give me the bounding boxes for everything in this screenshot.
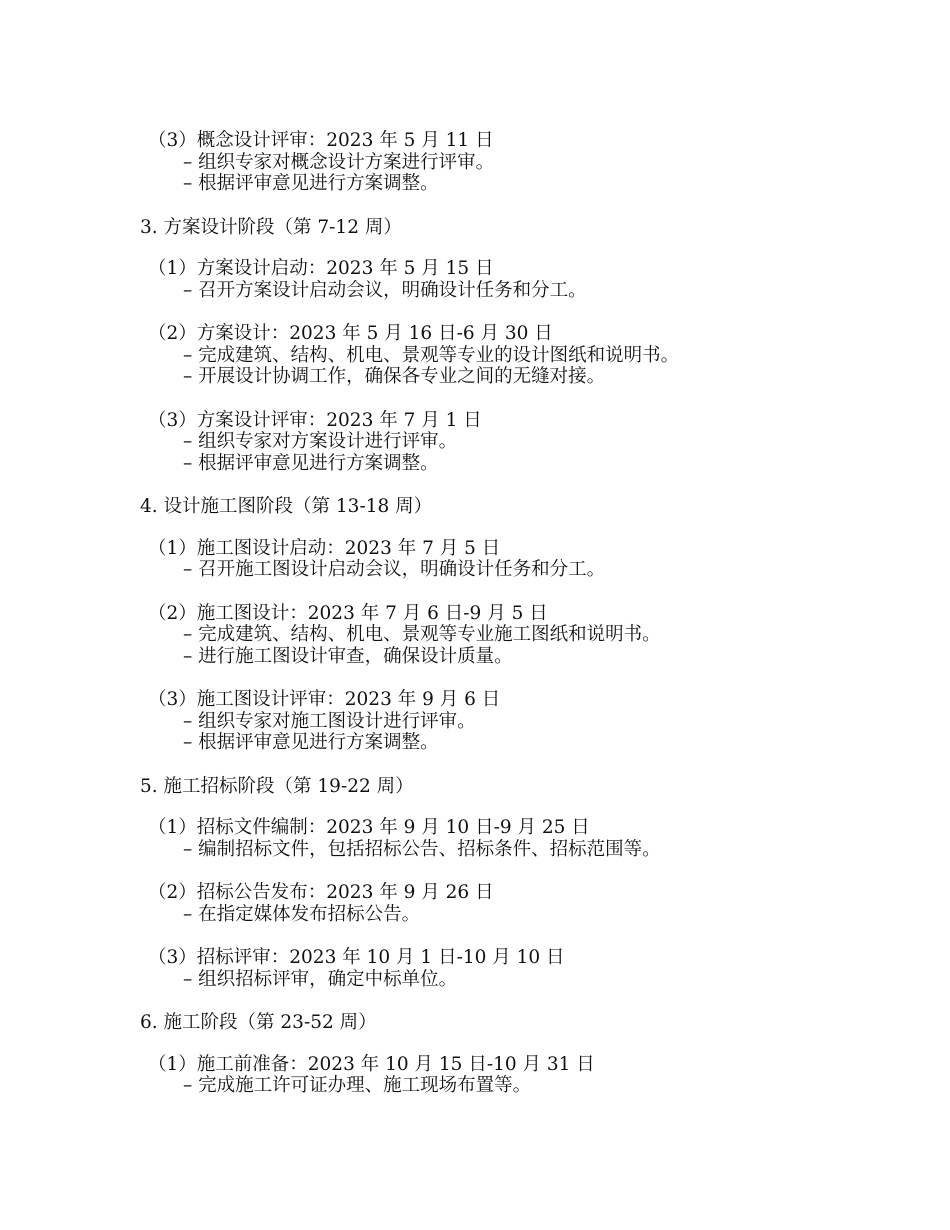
paragraph-gap <box>140 581 920 603</box>
document-body <box>140 130 920 1097</box>
schedule-item-bullet: – 根据评审意见进行方案调整。 <box>183 452 439 474</box>
schedule-item <box>140 603 920 668</box>
section-heading: 4. 设计施工图阶段（第 13-18 周） <box>140 496 433 517</box>
schedule-item <box>140 130 920 195</box>
paragraph-gap <box>140 667 920 689</box>
schedule-item-title: （1）方案设计启动：2023 年 5 月 15 日 <box>148 258 494 279</box>
schedule-item-title: （1）施工前准备：2023 年 10 月 15 日-10 月 31 日 <box>148 1053 595 1075</box>
schedule-item-title: （1）招标文件编制：2023 年 9 月 10 日-9 月 25 日 <box>148 817 590 838</box>
paragraph-gap <box>140 860 920 882</box>
schedule-item-bullet: – 根据评审意见进行方案调整。 <box>183 173 439 194</box>
schedule-item <box>140 323 920 388</box>
schedule-item-bullet: – 召开施工图设计启动会议，明确设计任务和分工。 <box>183 559 606 580</box>
section-heading: 6. 施工阶段（第 23-52 周） <box>140 1012 377 1033</box>
schedule-item-bullet: – 完成建筑、结构、机电、景观等专业施工图纸和说明书。 <box>183 624 661 645</box>
schedule-item-title: （1）施工图设计启动：2023 年 7 月 5 日 <box>148 537 501 559</box>
schedule-item <box>140 258 920 301</box>
schedule-item-title: （2）招标公告发布：2023 年 9 月 26 日 <box>148 882 494 903</box>
section-heading: 3. 方案设计阶段（第 7-12 周） <box>140 216 402 238</box>
schedule-item-bullet: – 组织专家对施工图设计进行评审。 <box>183 710 476 732</box>
schedule-item <box>140 947 920 990</box>
schedule-item-bullet: – 召开方案设计启动会议，明确设计任务和分工。 <box>183 279 587 301</box>
section-heading: 5. 施工招标阶段（第 19-22 周） <box>140 775 414 797</box>
paragraph-gap <box>140 925 920 947</box>
schedule-item-bullet: – 开展设计协调工作，确保各专业之间的无缝对接。 <box>183 366 606 387</box>
schedule-item <box>140 689 920 754</box>
schedule-item-title: （3）方案设计评审：2023 年 7 月 1 日 <box>148 409 482 431</box>
schedule-item-bullet: – 编制招标文件，包括招标公告、招标条件、招标范围等。 <box>183 838 661 860</box>
schedule-item-title: （2）方案设计：2023 年 5 月 16 日-6 月 30 日 <box>148 323 553 344</box>
schedule-item-bullet: – 根据评审意见进行方案调整。 <box>183 732 439 753</box>
schedule-item <box>140 1054 920 1097</box>
schedule-item-bullet: – 在指定媒体发布招标公告。 <box>183 903 421 925</box>
schedule-item <box>140 538 920 581</box>
schedule-item-bullet: – 组织专家对方案设计进行评审。 <box>183 431 458 452</box>
schedule-item-bullet: – 完成建筑、结构、机电、景观等专业的设计图纸和说明书。 <box>183 344 680 366</box>
paragraph-gap <box>140 388 920 410</box>
schedule-item-title: （3）概念设计评审：2023 年 5 月 11 日 <box>148 130 494 151</box>
paragraph-gap <box>140 301 920 323</box>
schedule-item-bullet: – 组织专家对概念设计方案进行评审。 <box>183 151 495 173</box>
schedule-item <box>140 410 920 475</box>
schedule-item-title: （2）施工图设计：2023 年 7 月 6 日-9 月 5 日 <box>148 602 548 624</box>
schedule-item <box>140 817 920 860</box>
schedule-item-bullet: – 完成施工许可证办理、施工现场布置等。 <box>183 1075 532 1096</box>
schedule-item-bullet: – 进行施工图设计审查，确保设计质量。 <box>183 645 513 667</box>
schedule-item-title: （3）施工图设计评审：2023 年 9 月 6 日 <box>148 689 501 710</box>
schedule-item-title: （3）招标评审：2023 年 10 月 1 日-10 月 10 日 <box>148 947 565 968</box>
schedule-item-bullet: – 组织招标评审，确定中标单位。 <box>183 968 458 990</box>
schedule-item <box>140 882 920 925</box>
